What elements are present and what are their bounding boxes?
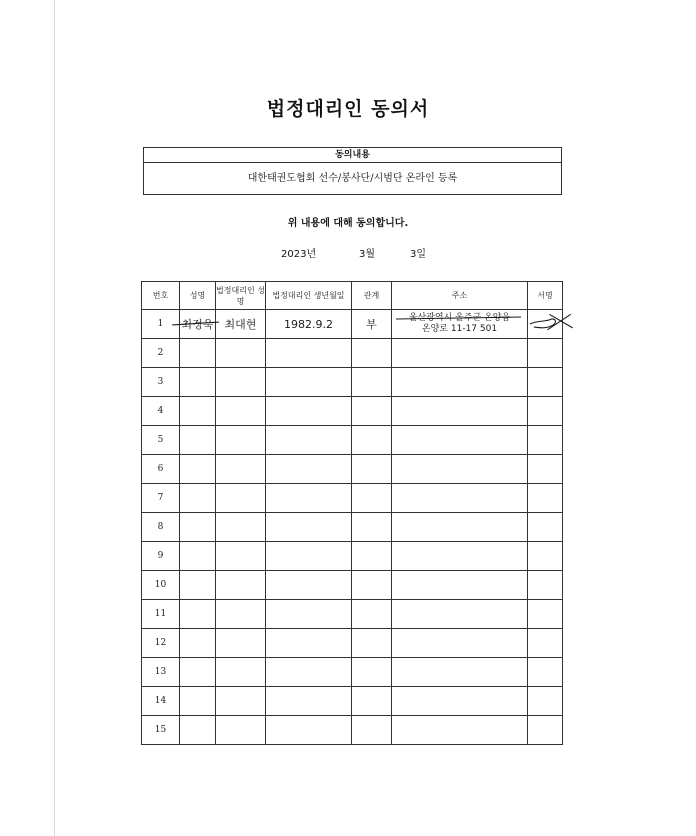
row-number: 5 bbox=[142, 426, 180, 455]
empty-cell bbox=[266, 397, 352, 426]
empty-cell bbox=[266, 368, 352, 397]
empty-cell bbox=[392, 339, 528, 368]
empty-cell bbox=[266, 571, 352, 600]
header-signature: 서명 bbox=[528, 282, 563, 310]
consent-header: 동의내용 bbox=[144, 148, 561, 163]
empty-cell bbox=[528, 629, 563, 658]
empty-cell bbox=[266, 629, 352, 658]
empty-cell bbox=[266, 339, 352, 368]
handwritten-address-line1: 울산광역시 울주군 온양읍 bbox=[408, 313, 511, 323]
handwritten-relation: 부 bbox=[366, 318, 377, 331]
empty-cell bbox=[352, 484, 392, 513]
date-day: 3일 bbox=[410, 249, 427, 260]
empty-cell bbox=[216, 629, 266, 658]
row-birth-cell bbox=[266, 310, 352, 339]
empty-cell bbox=[216, 687, 266, 716]
empty-cell bbox=[352, 658, 392, 687]
empty-cell bbox=[528, 484, 563, 513]
consent-body: 대한태권도협회 선수/봉사단/시범단 온라인 등록 bbox=[247, 173, 458, 184]
row-number: 4 bbox=[142, 397, 180, 426]
row-number: 12 bbox=[142, 629, 180, 658]
empty-cell bbox=[528, 513, 563, 542]
row-number: 15 bbox=[142, 716, 180, 745]
empty-cell bbox=[352, 571, 392, 600]
empty-cell bbox=[392, 368, 528, 397]
empty-cell bbox=[180, 426, 216, 455]
row-number: 7 bbox=[142, 484, 180, 513]
empty-cell bbox=[266, 513, 352, 542]
empty-cell bbox=[392, 600, 528, 629]
empty-cell bbox=[180, 629, 216, 658]
row-address-cell bbox=[392, 310, 528, 339]
empty-cell bbox=[180, 658, 216, 687]
empty-cell bbox=[216, 716, 266, 745]
row-number: 2 bbox=[142, 339, 180, 368]
empty-cell bbox=[216, 600, 266, 629]
empty-cell bbox=[352, 542, 392, 571]
empty-cell bbox=[392, 629, 528, 658]
empty-cell bbox=[266, 455, 352, 484]
empty-cell bbox=[392, 426, 528, 455]
empty-cell bbox=[528, 455, 563, 484]
empty-cell bbox=[216, 426, 266, 455]
empty-cell bbox=[392, 716, 528, 745]
empty-cell bbox=[266, 716, 352, 745]
table-row bbox=[142, 658, 563, 687]
empty-cell bbox=[180, 542, 216, 571]
row-number: 14 bbox=[142, 687, 180, 716]
empty-cell bbox=[528, 397, 563, 426]
table-row bbox=[142, 629, 563, 658]
empty-cell bbox=[266, 542, 352, 571]
row-signature-cell bbox=[528, 310, 563, 339]
empty-cell bbox=[266, 484, 352, 513]
empty-cell bbox=[528, 542, 563, 571]
empty-cell bbox=[216, 513, 266, 542]
empty-cell bbox=[352, 455, 392, 484]
empty-cell bbox=[392, 542, 528, 571]
table-row bbox=[142, 426, 563, 455]
table-row bbox=[142, 716, 563, 745]
header-relation: 관계 bbox=[352, 282, 392, 310]
empty-cell bbox=[352, 600, 392, 629]
row-number: 13 bbox=[142, 658, 180, 687]
empty-cell bbox=[180, 716, 216, 745]
empty-cell bbox=[216, 571, 266, 600]
row-number: 3 bbox=[142, 368, 180, 397]
empty-cell bbox=[180, 339, 216, 368]
row-number: 8 bbox=[142, 513, 180, 542]
empty-cell bbox=[528, 600, 563, 629]
row-number: 9 bbox=[142, 542, 180, 571]
empty-cell bbox=[352, 339, 392, 368]
header-guardian-birth: 법정대리인 생년월일 bbox=[266, 282, 352, 310]
empty-cell bbox=[180, 571, 216, 600]
empty-cell bbox=[216, 658, 266, 687]
table-row bbox=[142, 600, 563, 629]
table-row bbox=[142, 687, 563, 716]
empty-cell bbox=[266, 426, 352, 455]
table-row bbox=[142, 310, 563, 339]
empty-cell bbox=[266, 687, 352, 716]
empty-cell bbox=[180, 368, 216, 397]
table-row bbox=[142, 542, 563, 571]
header-number: 번호 bbox=[142, 282, 180, 310]
empty-cell bbox=[392, 397, 528, 426]
empty-cell bbox=[266, 600, 352, 629]
table-header-row bbox=[142, 282, 563, 310]
empty-cell bbox=[352, 426, 392, 455]
empty-cell bbox=[352, 368, 392, 397]
empty-cell bbox=[392, 687, 528, 716]
table-row bbox=[142, 513, 563, 542]
handwritten-birth: 1982.9.2 bbox=[284, 317, 333, 331]
empty-cell bbox=[528, 658, 563, 687]
header-guardian-name: 법정대리인 성명 bbox=[216, 282, 266, 310]
table-row bbox=[142, 397, 563, 426]
table-row bbox=[142, 368, 563, 397]
empty-cell bbox=[352, 513, 392, 542]
empty-cell bbox=[180, 600, 216, 629]
empty-cell bbox=[216, 542, 266, 571]
table-row bbox=[142, 571, 563, 600]
empty-cell bbox=[352, 716, 392, 745]
guardian-roster-table bbox=[141, 281, 563, 745]
empty-cell bbox=[528, 687, 563, 716]
date-month: 3월 bbox=[359, 249, 376, 260]
empty-cell bbox=[180, 513, 216, 542]
row-number: 10 bbox=[142, 571, 180, 600]
row-name-cell bbox=[180, 310, 216, 339]
handwritten-address-line2: 온양로 11-17 501 bbox=[421, 324, 498, 334]
empty-cell bbox=[266, 658, 352, 687]
empty-cell bbox=[392, 571, 528, 600]
row-relation-cell bbox=[352, 310, 392, 339]
empty-cell bbox=[352, 687, 392, 716]
empty-cell bbox=[528, 426, 563, 455]
consent-box bbox=[143, 147, 562, 195]
document-title: 법정대리인 동의서 bbox=[266, 98, 430, 120]
handwritten-name: 최정욱 bbox=[181, 318, 214, 331]
empty-cell bbox=[180, 455, 216, 484]
empty-cell bbox=[392, 484, 528, 513]
page-edge-rule bbox=[54, 0, 55, 836]
empty-cell bbox=[180, 687, 216, 716]
empty-cell bbox=[180, 397, 216, 426]
empty-cell bbox=[392, 513, 528, 542]
table-row bbox=[142, 455, 563, 484]
table-row bbox=[142, 484, 563, 513]
empty-cell bbox=[216, 339, 266, 368]
header-name: 성명 bbox=[180, 282, 216, 310]
header-address: 주소 bbox=[392, 282, 528, 310]
empty-cell bbox=[180, 484, 216, 513]
row-number: 1 bbox=[142, 310, 180, 339]
agreement-statement: 위 내용에 대해 동의합니다. bbox=[287, 218, 409, 229]
empty-cell bbox=[352, 397, 392, 426]
empty-cell bbox=[528, 571, 563, 600]
handwritten-guardian: 최대현 bbox=[224, 318, 257, 331]
empty-cell bbox=[216, 455, 266, 484]
empty-cell bbox=[392, 455, 528, 484]
empty-cell bbox=[528, 368, 563, 397]
row-guardian-cell bbox=[216, 310, 266, 339]
signature-mark bbox=[528, 310, 562, 338]
row-number: 11 bbox=[142, 600, 180, 629]
empty-cell bbox=[528, 716, 563, 745]
table-row bbox=[142, 339, 563, 368]
empty-cell bbox=[392, 658, 528, 687]
row-number: 6 bbox=[142, 455, 180, 484]
empty-cell bbox=[216, 484, 266, 513]
date-year: 2023년 bbox=[281, 249, 317, 260]
empty-cell bbox=[216, 397, 266, 426]
empty-cell bbox=[528, 339, 563, 368]
empty-cell bbox=[352, 629, 392, 658]
empty-cell bbox=[216, 368, 266, 397]
